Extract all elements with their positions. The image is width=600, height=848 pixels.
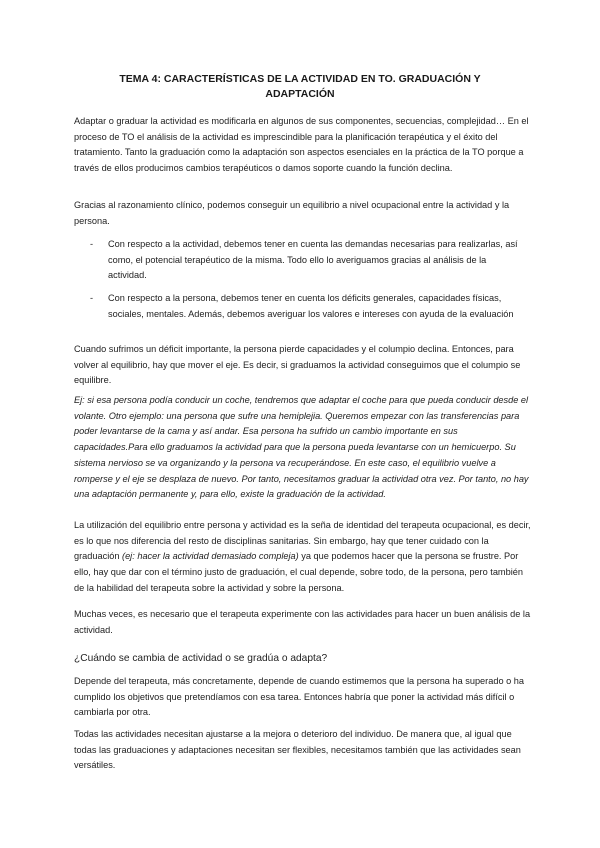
paragraph-experimente: Muchas veces, es necesario que el terapeuta experimente con las actividades para hacer un buen análisis de la actividad.: [74, 609, 531, 635]
page-title: TEMA 4: CARACTERÍSTICAS DE LA ACTIVIDAD EN TO. GRADUACIÓN Y ADAPTACIÓN: [119, 73, 481, 100]
paragraph-columpio: Cuando sufrimos un déficit importante, la persona pierde capacidades y el columpio declina. Entonces, para volver al equilibrio, hay que mover el eje. Es decir, si graduamos la actividad conseguimos que el columpio se equilibre.: [74, 344, 521, 386]
paragraph-reasoning: Gracias al razonamiento clínico, podemos conseguir un equilibrio a nivel ocupacional entre la actividad y la persona.: [74, 200, 510, 226]
section-question: ¿Cuándo se cambia de actividad o se gradúa o adapta?: [74, 653, 328, 664]
paragraph-equilibrio-text-1: La utilización del equilibrio entre persona y actividad es la seña de identidad del terapeuta ocupacional, es decir, es lo que nos diferencia del resto de disciplinas sanitarias. Sin embargo, hay que tener cuidado con la graduación: [74, 520, 531, 562]
paragraph-ajuste: Todas las actividades necesitan ajustarse a la mejora o deterioro del individuo. De manera que, al igual que todas las graduaciones y adaptaciones necesitan ser flexibles, necesitamos también que las actividades sean versátiles.: [74, 729, 521, 771]
bullet-text: Con respecto a la persona, debemos tener en cuenta los déficits generales, capacidades físicas, sociales, mentales. Además, debemos averiguar los valores e intereses con ayuda de la evaluación: [108, 293, 514, 319]
paragraph-terapeuta: Depende del terapeuta, más concretamente, depende de cuando estimemos que la persona ha superado o ha cumplido los objetivos que pretendíamos con esa tarea. Entonces habría que poner la actividad más difícil o cambiarla por otra.: [74, 676, 524, 718]
paragraph-equilibrio: [74, 518, 532, 597]
paragraph-equilibrio-text-2: ya que podemos hacer que la persona se frustre. Por ello, hay que dar con el término justo de graduación, el cual depende, sobre todo, de la persona, pero también de la habilidad del terapeuta sobre la actividad y sobre la persona.: [74, 551, 523, 593]
paragraph-intro: Adaptar o graduar la actividad es modificarla en algunos de sus componentes, secuencias, complejidad… En el proceso de TO el análisis de la actividad es imprescindible para la planificación terapéutica y el éxito del tratamiento. Tanto la graduación como la adaptación son aspectos esenciales en la práctica de la TO porque a través de ellos producimos cambios terapéuticos o damos soporte cuando la función declina.: [74, 116, 529, 174]
bullet-text: Con respecto a la actividad, debemos tener en cuenta las demandas necesarias para realizarlas, así como, el potencial terapéutico de la misma. Todo ello lo averiguamos gracias al análisis de la actividad.: [108, 239, 518, 281]
paragraph-example: Ej: si esa persona podía conducir un coche, tendremos que adaptar el coche para que pueda conducir desde el volante. Otro ejemplo: una persona que sufre una hemiplejia. Queremos empezar con las transferencias para poder levantarse de la cama y así andar. Esa persona ha sufrido un cambio importante en sus capacidades.Para ello graduamos la actividad para que la persona pueda levantarse con un hemicuerpo. Su sistema nervioso se va organizando y la persona va recuperándose. En este caso, el equilibrio vuelve a romperse y el eje se desplaza de nuevo. Por tanto, necesitamos graduar la actividad otra vez. Por tanto, no hay una adaptación permanente y, para ello, existe la graduación de la actividad.: [74, 395, 529, 500]
bullet-dash: -: [90, 293, 94, 303]
paragraph-equilibrio-italic: (ej: hacer la actividad demasiado compleja): [122, 551, 299, 562]
bullet-dash: -: [90, 239, 94, 249]
